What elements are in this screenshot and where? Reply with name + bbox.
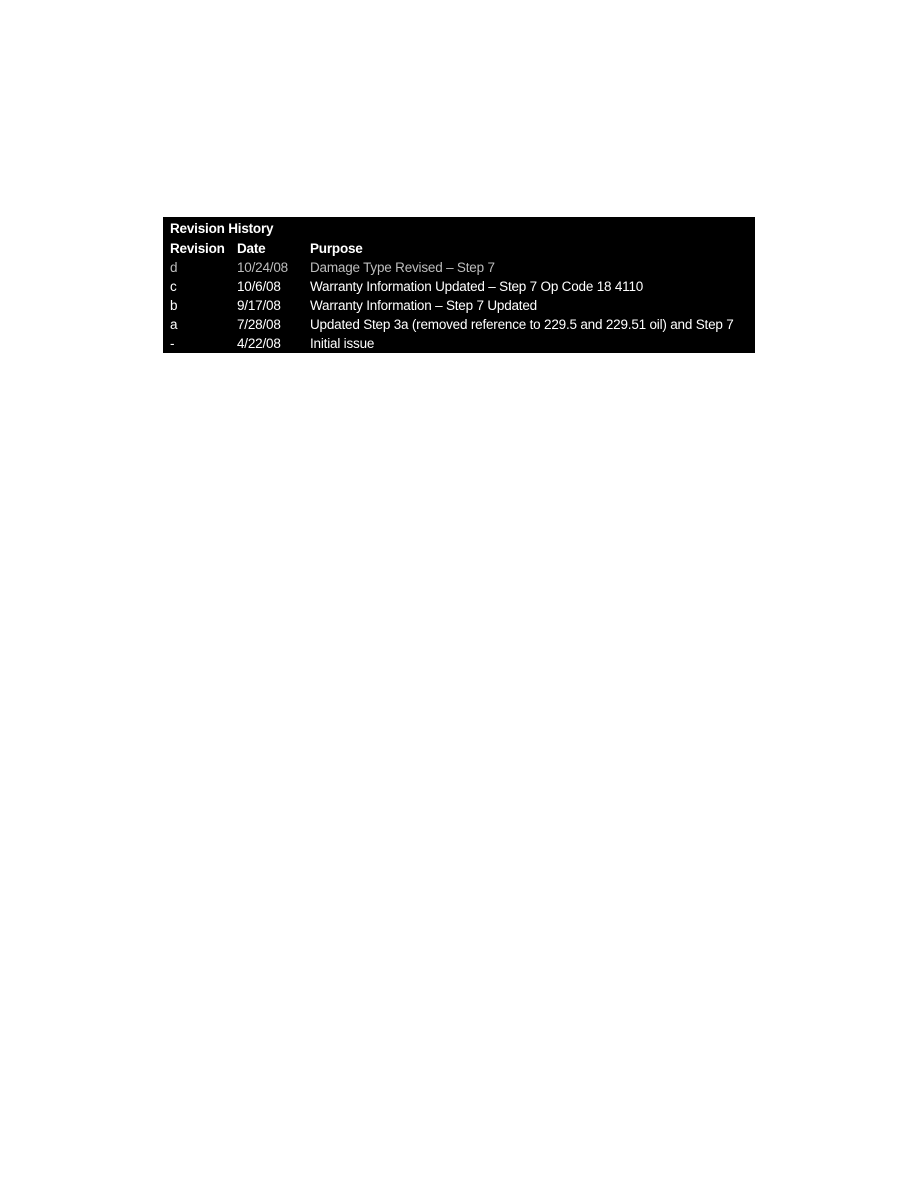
cell-date: 4/22/08 bbox=[237, 336, 281, 351]
cell-date: 10/24/08 bbox=[237, 260, 288, 275]
cell-purpose: Initial issue bbox=[310, 336, 375, 351]
column-header-revision: Revision bbox=[170, 241, 225, 256]
cell-date: 9/17/08 bbox=[237, 298, 281, 313]
cell-revision: a bbox=[170, 317, 178, 332]
cell-date: 7/28/08 bbox=[237, 317, 281, 332]
cell-revision: b bbox=[170, 298, 178, 313]
revision-history-table bbox=[163, 217, 755, 353]
column-header-date: Date bbox=[237, 241, 266, 256]
cell-revision: - bbox=[170, 336, 175, 351]
cell-purpose: Warranty Information – Step 7 Updated bbox=[310, 298, 537, 313]
cell-revision: c bbox=[170, 279, 177, 294]
cell-purpose: Updated Step 3a (removed reference to 229.5 and 229.51 oil) and Step 7 bbox=[310, 317, 734, 332]
cell-revision: d bbox=[170, 260, 178, 275]
revision-history-grid bbox=[170, 239, 751, 353]
cell-purpose: Damage Type Revised – Step 7 bbox=[310, 260, 495, 275]
cell-date: 10/6/08 bbox=[237, 279, 281, 294]
cell-purpose: Warranty Information Updated – Step 7 Op Code 18 4110 bbox=[310, 279, 644, 294]
column-header-purpose: Purpose bbox=[310, 241, 363, 256]
revision-history-title: Revision History bbox=[170, 221, 274, 236]
